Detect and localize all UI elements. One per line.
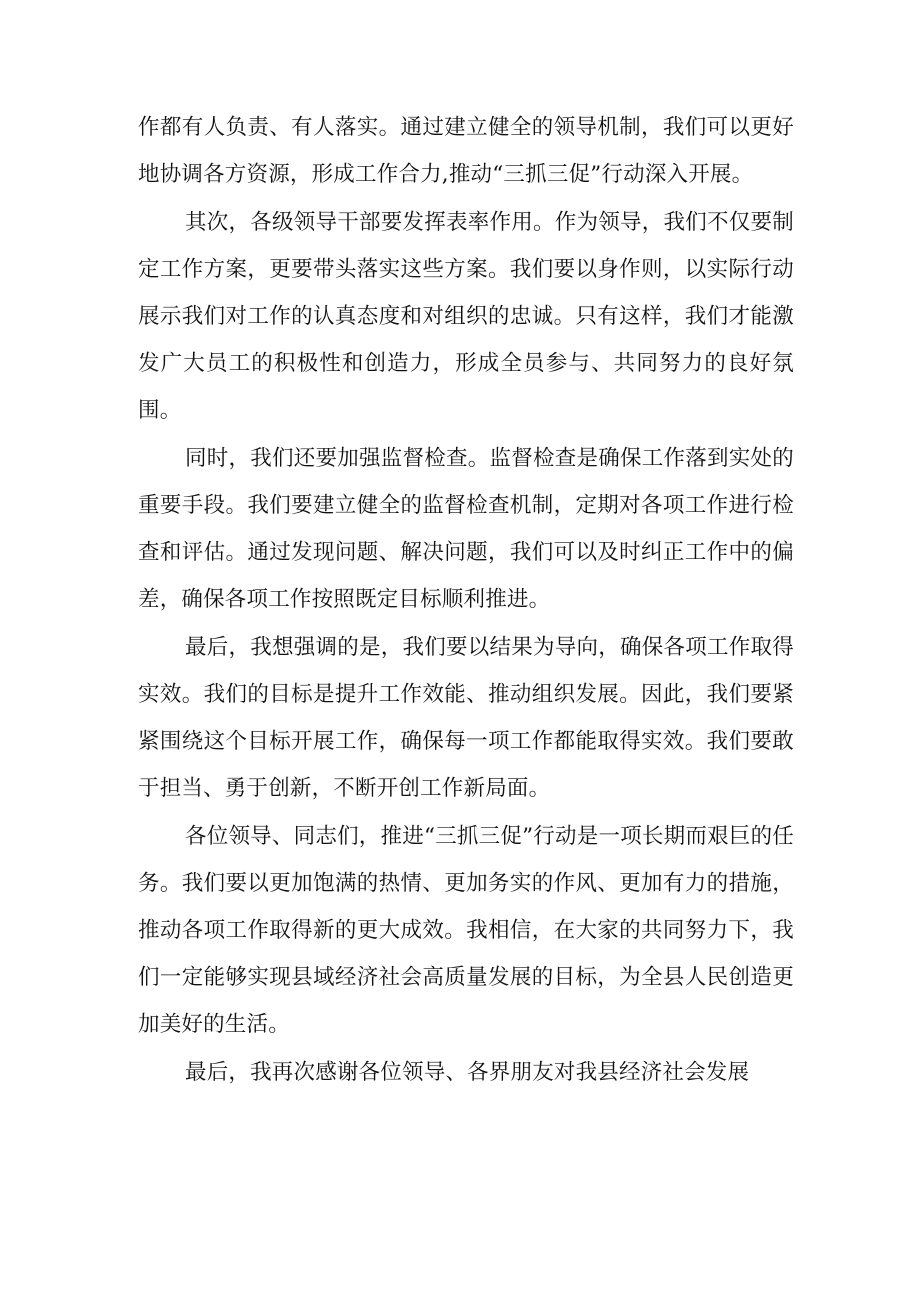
paragraph-6: 最后，我再次感谢各位领导、各界朋友对我县经济社会发展 xyxy=(185,1060,750,1085)
paragraph-2: 其次，各级领导干部要发挥表率作用。作为领导，我们不仅要制定工作方案，更要带头落实这些方案。我们要以身作则，以实际行动展示我们对工作的认真态度和对组织的忠诚。只有这样，我们才能激发广大员工的积极性和创造力，形成全员参与、共同努力的良好氛围。 xyxy=(138,210,794,423)
paragraph-4: 最后，我想强调的是，我们要以结果为导向，确保各项工作取得实效。我们的目标是提升工作效能、推动组织发展。因此，我们要紧紧围绕这个目标开展工作，确保每一项工作都能取得实效。我们要敢于担当、勇于创新，不断开创工作新局面。 xyxy=(138,635,794,801)
paragraph-5: 各位领导、同志们，推进“三抓三促”行动是一项长期而艰巨的任务。我们要以更加饱满的热情、更加务实的作风、更加有力的措施，推动各项工作取得新的更大成效。我相信，在大家的共同努力下，我们一定能够实现县域经济社会高质量发展的目标，为全县人民创造更加美好的生活。 xyxy=(138,824,794,1037)
paragraph-3: 同时，我们还要加强监督检查。监督检查是确保工作落到实处的重要手段。我们要建立健全的监督检查机制，定期对各项工作进行检查和评估。通过发现问题、解决问题，我们可以及时纠正工作中的偏差，确保各项工作按照既定目标顺利推进。 xyxy=(138,446,794,612)
document-body xyxy=(138,104,794,1097)
paragraph-1: 作都有人负责、有人落实。通过建立健全的领导机制，我们可以更好地协调各方资源，形成工作合力,推动“三抓三促”行动深入开展。 xyxy=(138,115,794,187)
